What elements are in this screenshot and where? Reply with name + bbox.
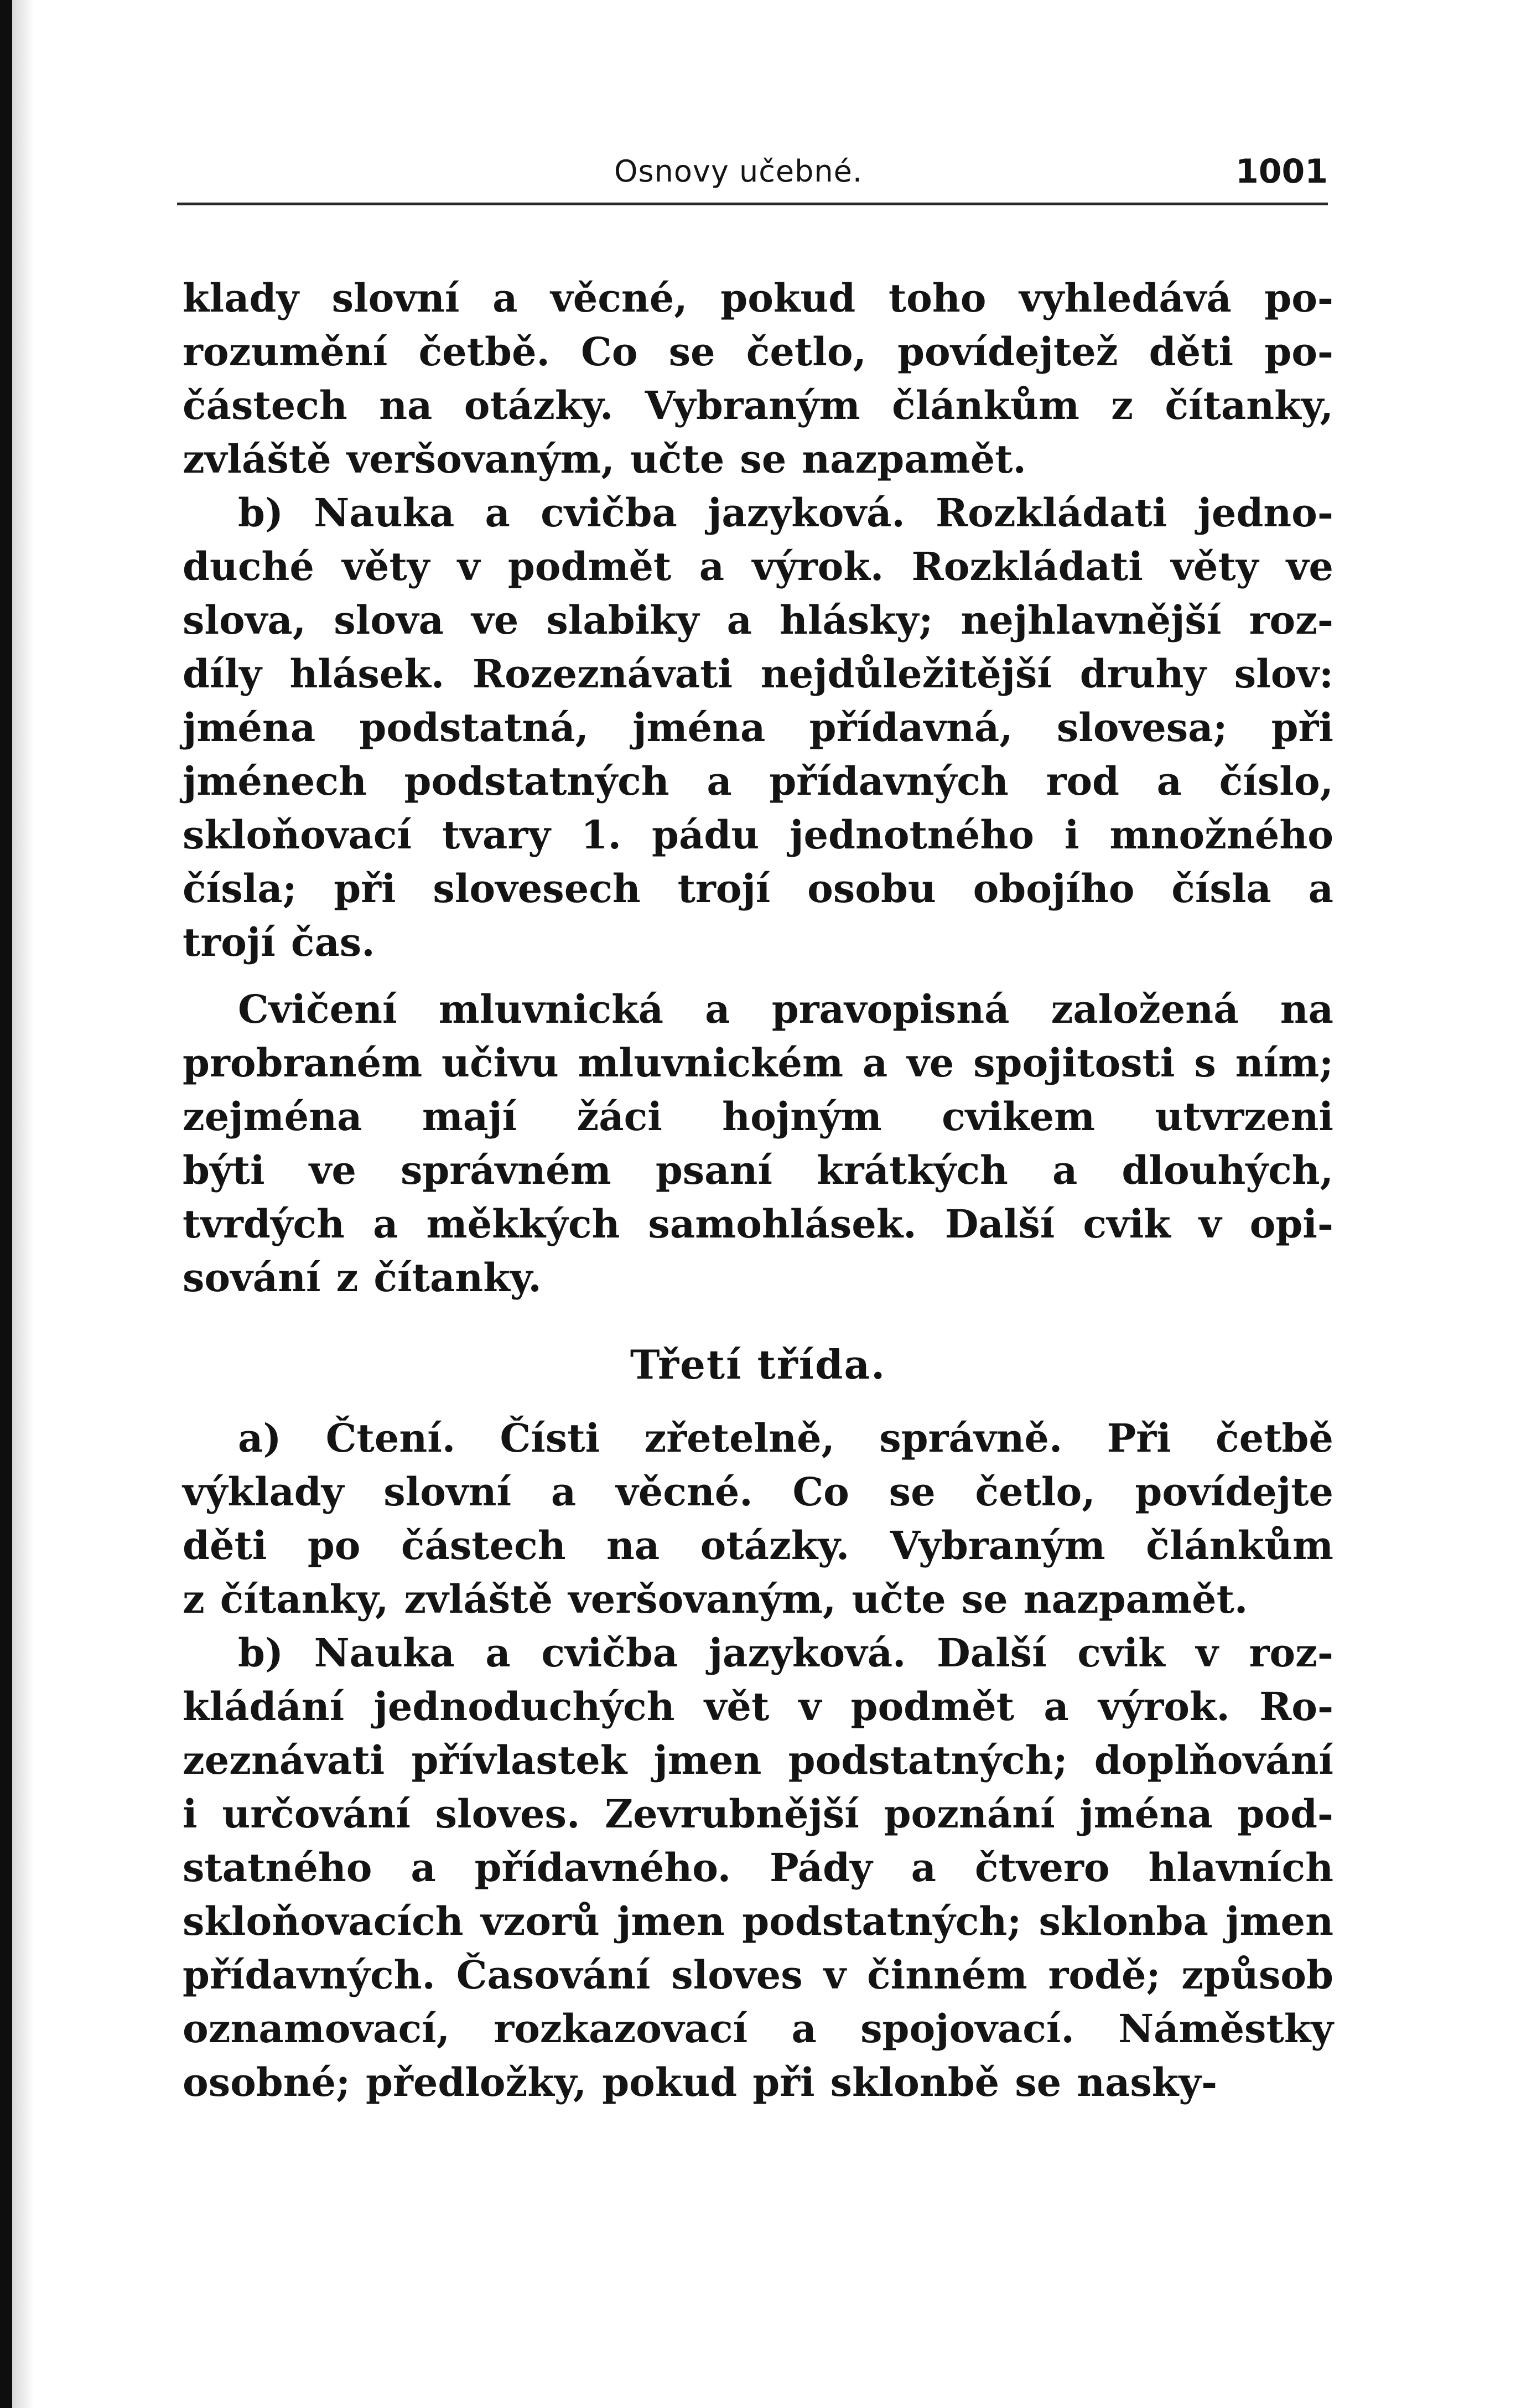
section-heading-text: Třetí třída. — [630, 1341, 886, 1388]
word: b) — [238, 490, 284, 536]
word: veršovaným, — [346, 436, 615, 482]
word: správném — [400, 1147, 611, 1193]
word: rodě; — [1048, 1952, 1161, 1998]
word: po — [307, 1523, 361, 1568]
text-line — [183, 915, 1333, 969]
scan-shadow — [12, 0, 34, 2408]
word: opi- — [1249, 1201, 1333, 1247]
text-line — [183, 1411, 1333, 1465]
word: ním; — [1235, 1040, 1333, 1086]
word: žáci — [577, 1094, 662, 1140]
text-line — [183, 1519, 1333, 1572]
word: na — [379, 382, 433, 428]
word: se — [668, 329, 715, 375]
text-line — [183, 1036, 1333, 1090]
word: sloves. — [435, 1791, 580, 1837]
word: Rozkládati — [911, 543, 1143, 589]
word: věty — [1171, 543, 1259, 589]
word: podstatných; — [788, 1737, 1068, 1783]
word: pod- — [1237, 1791, 1333, 1837]
word: spojitosti — [973, 1040, 1175, 1086]
word: množného — [1109, 812, 1333, 858]
word: založená — [1051, 986, 1239, 1032]
word: čítanky. — [373, 1255, 542, 1301]
word: četbě — [1215, 1415, 1333, 1461]
word: přídavného. — [474, 1845, 731, 1891]
word: zeznávati — [183, 1737, 385, 1783]
word: částech — [401, 1523, 566, 1568]
word: a — [707, 758, 732, 804]
word: Další — [937, 1630, 1047, 1676]
word: kládání — [183, 1684, 345, 1729]
word: v — [1196, 1630, 1218, 1676]
text-line — [183, 862, 1333, 915]
scan-border — [0, 0, 12, 2408]
word: děti — [183, 1523, 267, 1568]
word: vyhledává — [1019, 275, 1232, 321]
word: a — [373, 1201, 398, 1247]
word: ve — [1286, 543, 1333, 589]
word: probraném — [183, 1040, 423, 1086]
text-line — [183, 1680, 1333, 1733]
word: při — [1271, 705, 1333, 750]
word: četlo, — [746, 329, 866, 375]
word: určování — [222, 1791, 411, 1837]
word: a — [492, 275, 518, 321]
word: i — [183, 1791, 198, 1837]
word: podmět — [507, 543, 672, 589]
word: článkům — [1146, 1523, 1333, 1568]
word: slov: — [1234, 651, 1333, 697]
word: s — [1194, 1040, 1216, 1086]
word: z — [336, 1255, 359, 1301]
word: výrok. — [1098, 1684, 1230, 1729]
word: a — [862, 1040, 888, 1086]
word: tvary — [442, 812, 551, 858]
word: jazyková. — [708, 1630, 906, 1676]
word: Náměstky — [1118, 2006, 1333, 2052]
word: v — [823, 1952, 847, 1998]
word: výklady — [183, 1469, 344, 1515]
word: osobné; — [183, 2059, 351, 2105]
word: věty — [342, 543, 430, 589]
paragraph-gap — [183, 1391, 1333, 1411]
word: věcné, — [551, 275, 688, 321]
word: roz- — [1249, 597, 1333, 643]
word: zřetelně, — [644, 1415, 835, 1461]
text-line — [183, 2002, 1333, 2055]
word: ve — [471, 597, 519, 643]
word: Vybraným — [890, 1523, 1105, 1568]
word: přídavná, — [809, 705, 1013, 750]
word: z — [1111, 382, 1133, 428]
word: druhy — [1079, 651, 1207, 697]
word: povídejtež — [897, 329, 1118, 375]
word: oznamovací, — [183, 2006, 450, 2052]
word: jména — [632, 705, 766, 750]
word: spojovací. — [860, 2006, 1074, 2052]
word: a — [791, 2006, 817, 2052]
word: Nauka — [314, 1630, 455, 1676]
text-line — [183, 1894, 1333, 1948]
word: Rozkládati — [935, 490, 1167, 536]
word: sklonbě — [830, 2059, 1000, 2105]
word: Ro- — [1259, 1684, 1333, 1729]
word: částech — [183, 382, 347, 428]
word: trojí — [677, 866, 771, 912]
word: z — [183, 1576, 205, 1622]
word: pravopisná — [771, 986, 1010, 1032]
word: slabiky — [546, 597, 699, 643]
word: hlásky; — [780, 597, 933, 643]
word: cvičba — [541, 490, 677, 536]
word: rozumění — [183, 329, 388, 375]
word: skloňovací — [183, 812, 412, 858]
word: výrok. — [752, 543, 884, 589]
running-head — [177, 149, 1328, 199]
word: jménech — [183, 758, 367, 804]
word: učivu — [442, 1040, 559, 1086]
word: zvláště — [183, 436, 331, 482]
word: správně. — [879, 1415, 1063, 1461]
word: čísla; — [183, 866, 297, 912]
text-line — [183, 754, 1333, 808]
word: otázky. — [464, 382, 614, 428]
text-line — [183, 1251, 1333, 1304]
word: mluvnickém — [578, 1040, 844, 1086]
word: cvičba — [541, 1630, 678, 1676]
section-heading — [183, 1338, 1333, 1391]
word: učte — [852, 1576, 946, 1622]
word: jednoduchých — [373, 1684, 675, 1729]
word: sklonba — [1039, 1898, 1208, 1944]
word: skloňovacích — [183, 1898, 464, 1944]
word: a) — [238, 1415, 282, 1461]
word: měkkých — [426, 1201, 620, 1247]
word: poznání — [884, 1791, 1055, 1837]
text-line — [183, 1787, 1333, 1841]
word: činném — [867, 1952, 1027, 1998]
word: a — [485, 490, 510, 536]
word: po- — [1264, 329, 1333, 375]
word: zvláště — [404, 1576, 553, 1622]
paragraph-gap — [183, 969, 1333, 982]
text-line — [183, 325, 1333, 379]
text-line — [183, 808, 1333, 862]
word: b) — [238, 1630, 284, 1676]
text-line — [183, 1465, 1333, 1519]
word: v — [457, 543, 480, 589]
word: slova, — [183, 597, 307, 643]
word: čítanky, — [220, 1576, 389, 1622]
text-line — [183, 540, 1333, 593]
word: cvikem — [942, 1094, 1096, 1140]
word: nazpamět. — [802, 436, 1026, 482]
word: pádu — [652, 812, 760, 858]
word: v — [1198, 1201, 1222, 1247]
word: po- — [1264, 275, 1333, 321]
word: slovní — [383, 1469, 512, 1515]
text-line — [183, 1572, 1333, 1626]
word: se — [961, 1576, 1008, 1622]
text-line — [183, 2055, 1333, 2109]
word: nazpamět. — [1023, 1576, 1248, 1622]
word: Co — [792, 1469, 849, 1515]
word: článkům — [891, 382, 1079, 428]
word: se — [1015, 2059, 1062, 2105]
word: Rozeznávati — [472, 651, 733, 697]
text-line — [183, 701, 1333, 754]
word: děti — [1149, 329, 1234, 375]
word: Nauka — [314, 490, 455, 536]
word: pokud — [720, 275, 856, 321]
word: býti — [183, 1147, 265, 1193]
word: jednotného — [790, 812, 1034, 858]
word: jmen — [653, 1737, 762, 1783]
text-line — [183, 982, 1333, 1036]
word: Zevrubnější — [605, 1791, 859, 1837]
word: jedno- — [1197, 490, 1333, 536]
word: a — [705, 986, 730, 1032]
word: sloves — [671, 1952, 803, 1998]
word: učte — [630, 436, 725, 482]
word: slovesa; — [1056, 705, 1228, 750]
word: cvik — [1083, 1201, 1171, 1247]
word: přídavných — [769, 758, 1009, 804]
word: Pády — [769, 1845, 873, 1891]
word: hojným — [722, 1094, 882, 1140]
text-line — [183, 1143, 1333, 1197]
word: a — [1308, 866, 1333, 912]
paragraph — [183, 271, 1333, 486]
word: předložky, — [366, 2059, 587, 2105]
word: jazyková. — [708, 490, 905, 536]
word: povídejte — [1135, 1469, 1333, 1515]
word: čítanky, — [1165, 382, 1333, 428]
word: jmen — [617, 1898, 725, 1944]
word: podstatných; — [742, 1898, 1022, 1944]
paragraph — [183, 486, 1333, 969]
word: ve — [907, 1040, 954, 1086]
word: samohlásek. — [648, 1201, 917, 1247]
word: dlouhých, — [1122, 1147, 1333, 1193]
word: na — [1280, 986, 1333, 1032]
word: čísla — [1171, 866, 1271, 912]
text-line — [183, 1948, 1333, 2002]
word: způsob — [1181, 1952, 1333, 1998]
paragraph — [183, 982, 1333, 1304]
word: číslo, — [1219, 758, 1333, 804]
word: v — [798, 1684, 822, 1729]
word: slovesech — [433, 866, 641, 912]
text-line — [183, 647, 1333, 701]
word: obojího — [973, 866, 1135, 912]
word: díly — [183, 651, 262, 697]
word: vět — [704, 1684, 770, 1729]
word: zejména — [183, 1094, 362, 1140]
word: pokud — [602, 2059, 738, 2105]
word: a — [1052, 1147, 1078, 1193]
word: klady — [183, 275, 299, 321]
word: a — [485, 1630, 511, 1676]
word: věcné. — [616, 1469, 753, 1515]
paragraph — [183, 1411, 1333, 1626]
word: i — [1064, 812, 1079, 858]
body-text — [183, 271, 1333, 2109]
text-line — [183, 432, 1333, 486]
word: trojí — [183, 919, 276, 965]
word: na — [606, 1523, 660, 1568]
word: Při — [1107, 1415, 1171, 1461]
word: roz- — [1249, 1630, 1333, 1676]
word: Vybraným — [645, 382, 860, 428]
word: Čtení. — [325, 1415, 456, 1461]
word: toho — [888, 275, 987, 321]
word: duché — [183, 543, 314, 589]
word: rozkazovací — [494, 2006, 748, 2052]
word: jména — [1079, 1791, 1213, 1837]
word: slova — [334, 597, 444, 643]
word: psaní — [655, 1147, 773, 1193]
word: při — [334, 866, 396, 912]
paragraph — [183, 1626, 1333, 2109]
text-line — [183, 486, 1333, 540]
word: Časování — [456, 1952, 651, 1998]
text-line — [183, 379, 1333, 432]
word: čtvero — [974, 1845, 1110, 1891]
word: krátkých — [817, 1147, 1008, 1193]
word: vzorů — [480, 1898, 600, 1944]
word: a — [551, 1469, 577, 1515]
word: četbě. — [418, 329, 550, 375]
word: doplňování — [1094, 1737, 1333, 1783]
word: utvrzeni — [1155, 1094, 1333, 1140]
word: přívlastek — [411, 1737, 627, 1783]
word: nejhlavnější — [961, 597, 1222, 643]
word: jmen — [1226, 1898, 1333, 1944]
word: se — [740, 436, 787, 482]
word: a — [1044, 1684, 1069, 1729]
word: cvik — [1077, 1630, 1165, 1676]
word: mají — [422, 1094, 517, 1140]
word: čas. — [290, 919, 375, 965]
word: se — [889, 1469, 936, 1515]
text-line — [183, 271, 1333, 325]
word: sování — [183, 1255, 321, 1301]
text-line — [183, 1733, 1333, 1787]
word: přídavných. — [183, 1952, 435, 1998]
word: nasky- — [1077, 2059, 1218, 2105]
text-line — [183, 1626, 1333, 1680]
word: a — [411, 1845, 436, 1891]
text-line — [183, 1197, 1333, 1251]
word: Co — [581, 329, 638, 375]
word: nejdůležitější — [760, 651, 1052, 697]
word: osobu — [807, 866, 936, 912]
word: slovní — [331, 275, 460, 321]
word: Další — [944, 1201, 1055, 1247]
word: Čísti — [500, 1415, 600, 1461]
page-number: 1001 — [1236, 152, 1328, 191]
word: hlavních — [1148, 1845, 1333, 1891]
word: Cvičení — [238, 986, 397, 1032]
word: hlásek. — [289, 651, 445, 697]
word: mluvnická — [438, 986, 663, 1032]
word: jména — [183, 705, 316, 750]
word: ve — [309, 1147, 356, 1193]
text-line — [183, 593, 1333, 647]
word: podstatná, — [359, 705, 589, 750]
header-rule — [177, 203, 1328, 205]
word: tvrdých — [183, 1201, 345, 1247]
word: podstatných — [404, 758, 669, 804]
word: a — [911, 1845, 936, 1891]
word: podmět — [850, 1684, 1015, 1729]
word: statného — [183, 1845, 372, 1891]
word: otázky. — [700, 1523, 850, 1568]
word: při — [752, 2059, 815, 2105]
word: a — [726, 597, 752, 643]
word: veršovaným, — [568, 1576, 837, 1622]
paragraph-gap — [183, 1304, 1333, 1338]
word: a — [1156, 758, 1182, 804]
running-head-title: Osnovy učebné. — [614, 154, 863, 189]
word: četlo, — [975, 1469, 1096, 1515]
word: rod — [1046, 758, 1119, 804]
text-line — [183, 1090, 1333, 1143]
word: 1. — [580, 812, 622, 858]
text-line — [183, 1841, 1333, 1894]
word: a — [699, 543, 725, 589]
